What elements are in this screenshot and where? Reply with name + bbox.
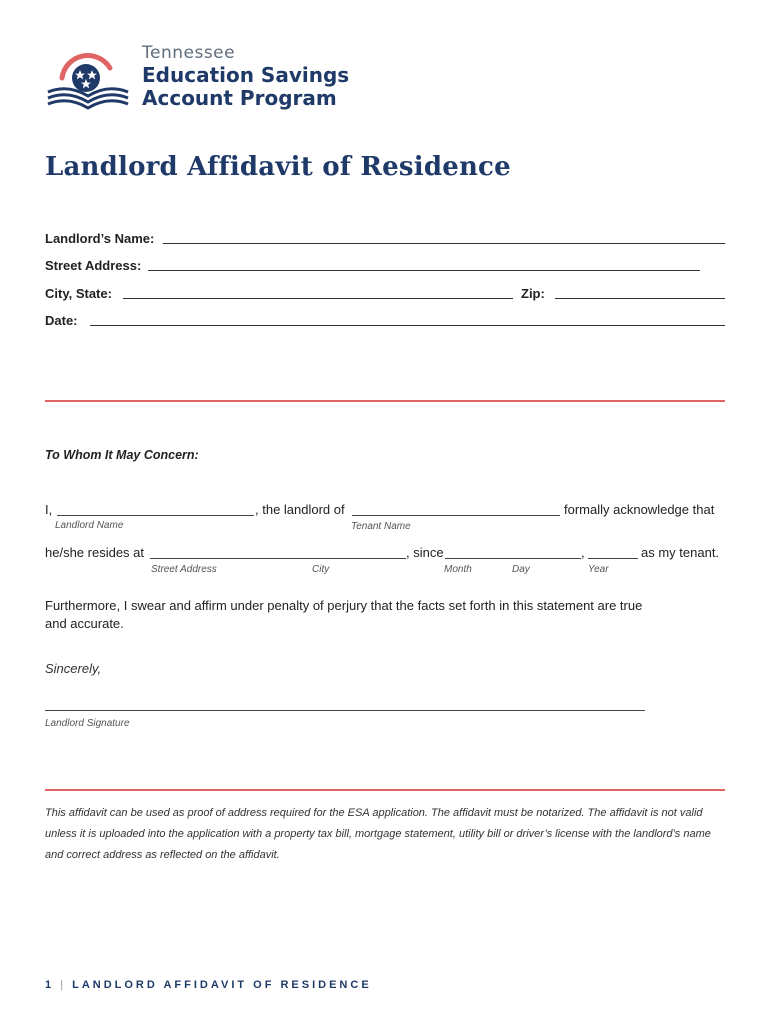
street-address-label: Street Address: — [45, 258, 142, 273]
section-divider-top — [45, 400, 725, 402]
affirmation-line-2: and accurate. — [45, 616, 124, 631]
statement-comma: , — [581, 545, 585, 560]
signature-label: Landlord Signature — [45, 718, 130, 729]
closing: Sincerely, — [45, 661, 102, 676]
street-address-field[interactable] — [148, 270, 700, 271]
sub-street-address: Street Address — [151, 564, 217, 575]
landlord-name-field[interactable] — [163, 243, 725, 244]
statement-acknowledge: formally acknowledge that — [564, 502, 715, 517]
street-address-row — [45, 258, 725, 278]
sub-city: City — [312, 564, 330, 575]
sub-day: Day — [512, 564, 530, 575]
sub-landlord-name: Landlord Name — [55, 520, 124, 531]
landlord-name-row — [45, 231, 725, 251]
page-footer — [45, 979, 372, 991]
logo-state: Tennessee — [142, 43, 236, 63]
year-blank[interactable] — [588, 558, 638, 559]
zip-field[interactable] — [555, 298, 725, 299]
date-label: Date: — [45, 313, 78, 328]
affirmation-line-1: Furthermore, I swear and affirm under penalty of perjury that the facts set forth in this statement are true — [45, 598, 643, 613]
landlord-name-blank[interactable] — [57, 515, 254, 516]
footer-running-title: LANDLORD AFFIDAVIT OF RESIDENCE — [72, 979, 372, 991]
page-number: 1 — [45, 979, 55, 991]
city-state-label: City, State: — [45, 286, 112, 301]
tenant-name-blank[interactable] — [352, 515, 560, 516]
logo-program-line1: Education Savings — [142, 63, 350, 87]
statement-since: , since — [406, 545, 444, 560]
footer-separator: | — [60, 979, 67, 991]
section-divider-bottom — [45, 789, 725, 791]
statement-resides-at: he/she resides at — [45, 545, 145, 560]
logo-program-line2: Account Program — [142, 86, 337, 110]
statement-as-tenant: as my tenant. — [641, 545, 720, 560]
sub-year: Year — [588, 564, 609, 575]
statement-prefix: I, — [45, 502, 53, 517]
street-city-blank[interactable] — [150, 558, 406, 559]
month-day-blank[interactable] — [445, 558, 581, 559]
statement-landlord-of: , the landlord of — [255, 502, 345, 517]
city-state-field[interactable] — [123, 298, 513, 299]
program-logo — [44, 42, 364, 122]
zip-label: Zip: — [521, 286, 545, 301]
date-row — [45, 313, 725, 333]
salutation: To Whom It May Concern: — [45, 448, 199, 462]
landlord-name-label: Landlord’s Name: — [45, 231, 155, 246]
logo-book-stars-icon — [44, 48, 134, 112]
sub-month: Month — [444, 564, 472, 575]
page-title: Landlord Affidavit of Residence — [45, 152, 511, 182]
date-field[interactable] — [90, 325, 725, 326]
notarization-note: This affidavit can be used as proof of address required for the ESA application. The affidavit must be notarized. The affidavit is not valid unless it is uploaded into the application with a property tax bill, mortgage statement, utility bill or driver’s license with the landlord’s name and correct address as reflected on the affidavit. — [45, 807, 711, 861]
signature-line[interactable] — [45, 710, 645, 711]
sub-tenant-name: Tenant Name — [351, 521, 411, 532]
logo-wordmark — [142, 42, 349, 110]
city-state-row — [45, 286, 725, 306]
